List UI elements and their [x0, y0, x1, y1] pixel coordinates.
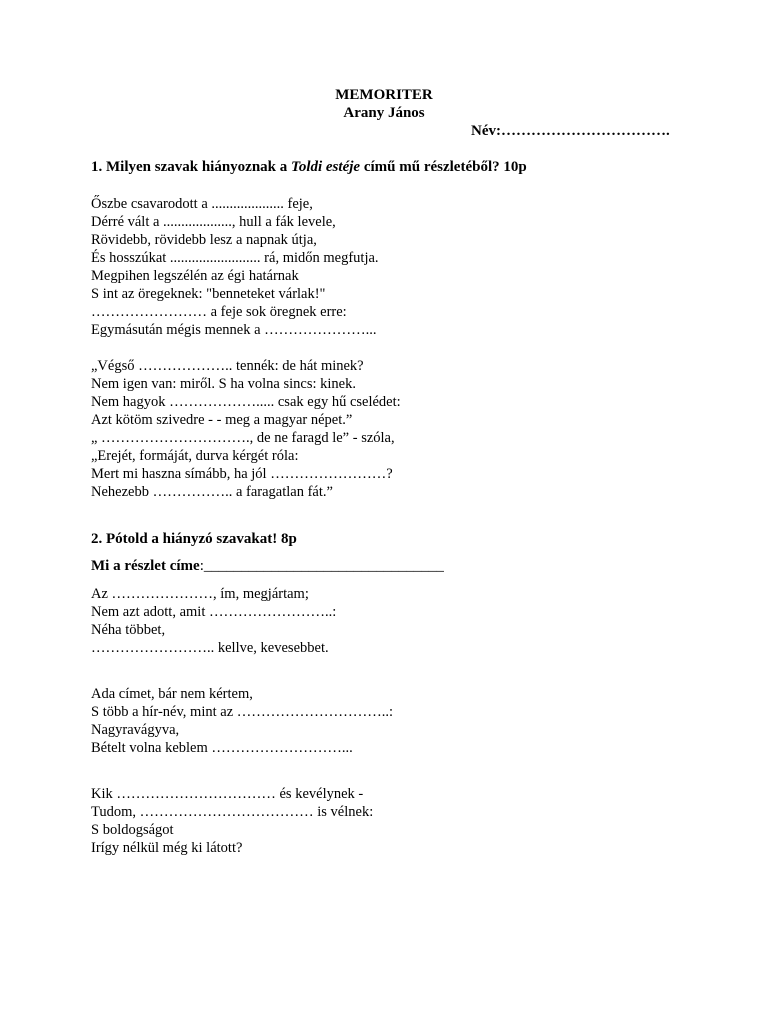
poem-line: Néha többet, [91, 622, 166, 638]
poem-line: „Végső ……………….. tennék: de hát minek? [91, 358, 364, 374]
poem-line: Őszbe csavarodott a .................... feje, [91, 196, 313, 212]
poem-line: Nehezebb …………….. a faragatlan fát.” [91, 484, 333, 500]
poem-line: Mert mi haszna símább, ha jól ……………………? [91, 466, 393, 482]
poem-stanza-2 [91, 357, 401, 501]
poem-line: …………………… a feje sok öregnek erre: [91, 304, 347, 320]
poem-line: Rövidebb, rövidebb lesz a napnak útja, [91, 232, 317, 248]
poem-line: S int az öregeknek: "benneteket várlak!" [91, 286, 326, 302]
question-1-text-suffix: című mű részletéből? 10p [360, 159, 527, 175]
excerpt-title-label: Mi a részlet címe [91, 558, 200, 574]
question-1-heading [91, 158, 527, 176]
poem-line: Irígy nélkül még ki látott? [91, 840, 243, 856]
poem-line: Egymásután mégis mennek a …………………... [91, 322, 377, 338]
poem-line: Az …………………, ím, megjártam; [91, 586, 309, 602]
poem-line: Nem azt adott, amit ……………………..: [91, 604, 337, 620]
poem-line: Bételt volna keblem ………………………... [91, 740, 353, 756]
question-1-work-title: Toldi estéje [291, 159, 361, 175]
poem-line: Tudom, ……………………………… is vélnek: [91, 804, 374, 820]
poem-line: Nem igen van: miről. S ha volna sincs: kinek. [91, 376, 356, 392]
poem-line: S több a hír-név, mint az …………………………..: [91, 704, 394, 720]
excerpt-title-prompt [91, 557, 444, 575]
poem-line: …………………….. kellve, kevesebbet. [91, 640, 329, 656]
poem-line: Ada címet, bár nem kértem, [91, 686, 253, 702]
question-1-text-prefix: 1. Milyen szavak hiányoznak a [91, 159, 292, 175]
poem-line: Megpihen legszélén az égi határnak [91, 268, 299, 284]
poem-stanza-5 [91, 785, 373, 857]
poem-line: „Erejét, formáját, durva kérgét róla: [91, 448, 299, 464]
document-title: MEMORITER [335, 87, 433, 103]
poem-stanza-4 [91, 685, 393, 757]
author-name: Arany János [343, 105, 425, 121]
poem-line: „ …………………………., de ne faragd le” - szóla, [91, 430, 395, 446]
poem-line: Nagyravágyva, [91, 722, 180, 738]
poem-stanza-3 [91, 585, 336, 657]
poem-line: Azt kötöm szivedre - - meg a magyar népet.” [91, 412, 353, 428]
poem-stanza-1 [91, 195, 379, 339]
poem-line: Dérré vált a ..................., hull a fák levele, [91, 214, 336, 230]
poem-line: S boldogságot [91, 822, 174, 838]
poem-line: Kik …………………………… és kevélynek - [91, 786, 364, 802]
poem-line: És hosszúkat ......................... rá, midőn megfutja. [91, 250, 379, 266]
excerpt-title-blank: :________________________________ [199, 558, 444, 574]
poem-line: Nem hagyok ………………..... csak egy hű cselédet: [91, 394, 401, 410]
question-2-heading: 2. Pótold a hiányzó szavakat! 8p [91, 531, 297, 547]
name-field-label: Név:……………………………. [471, 123, 670, 139]
